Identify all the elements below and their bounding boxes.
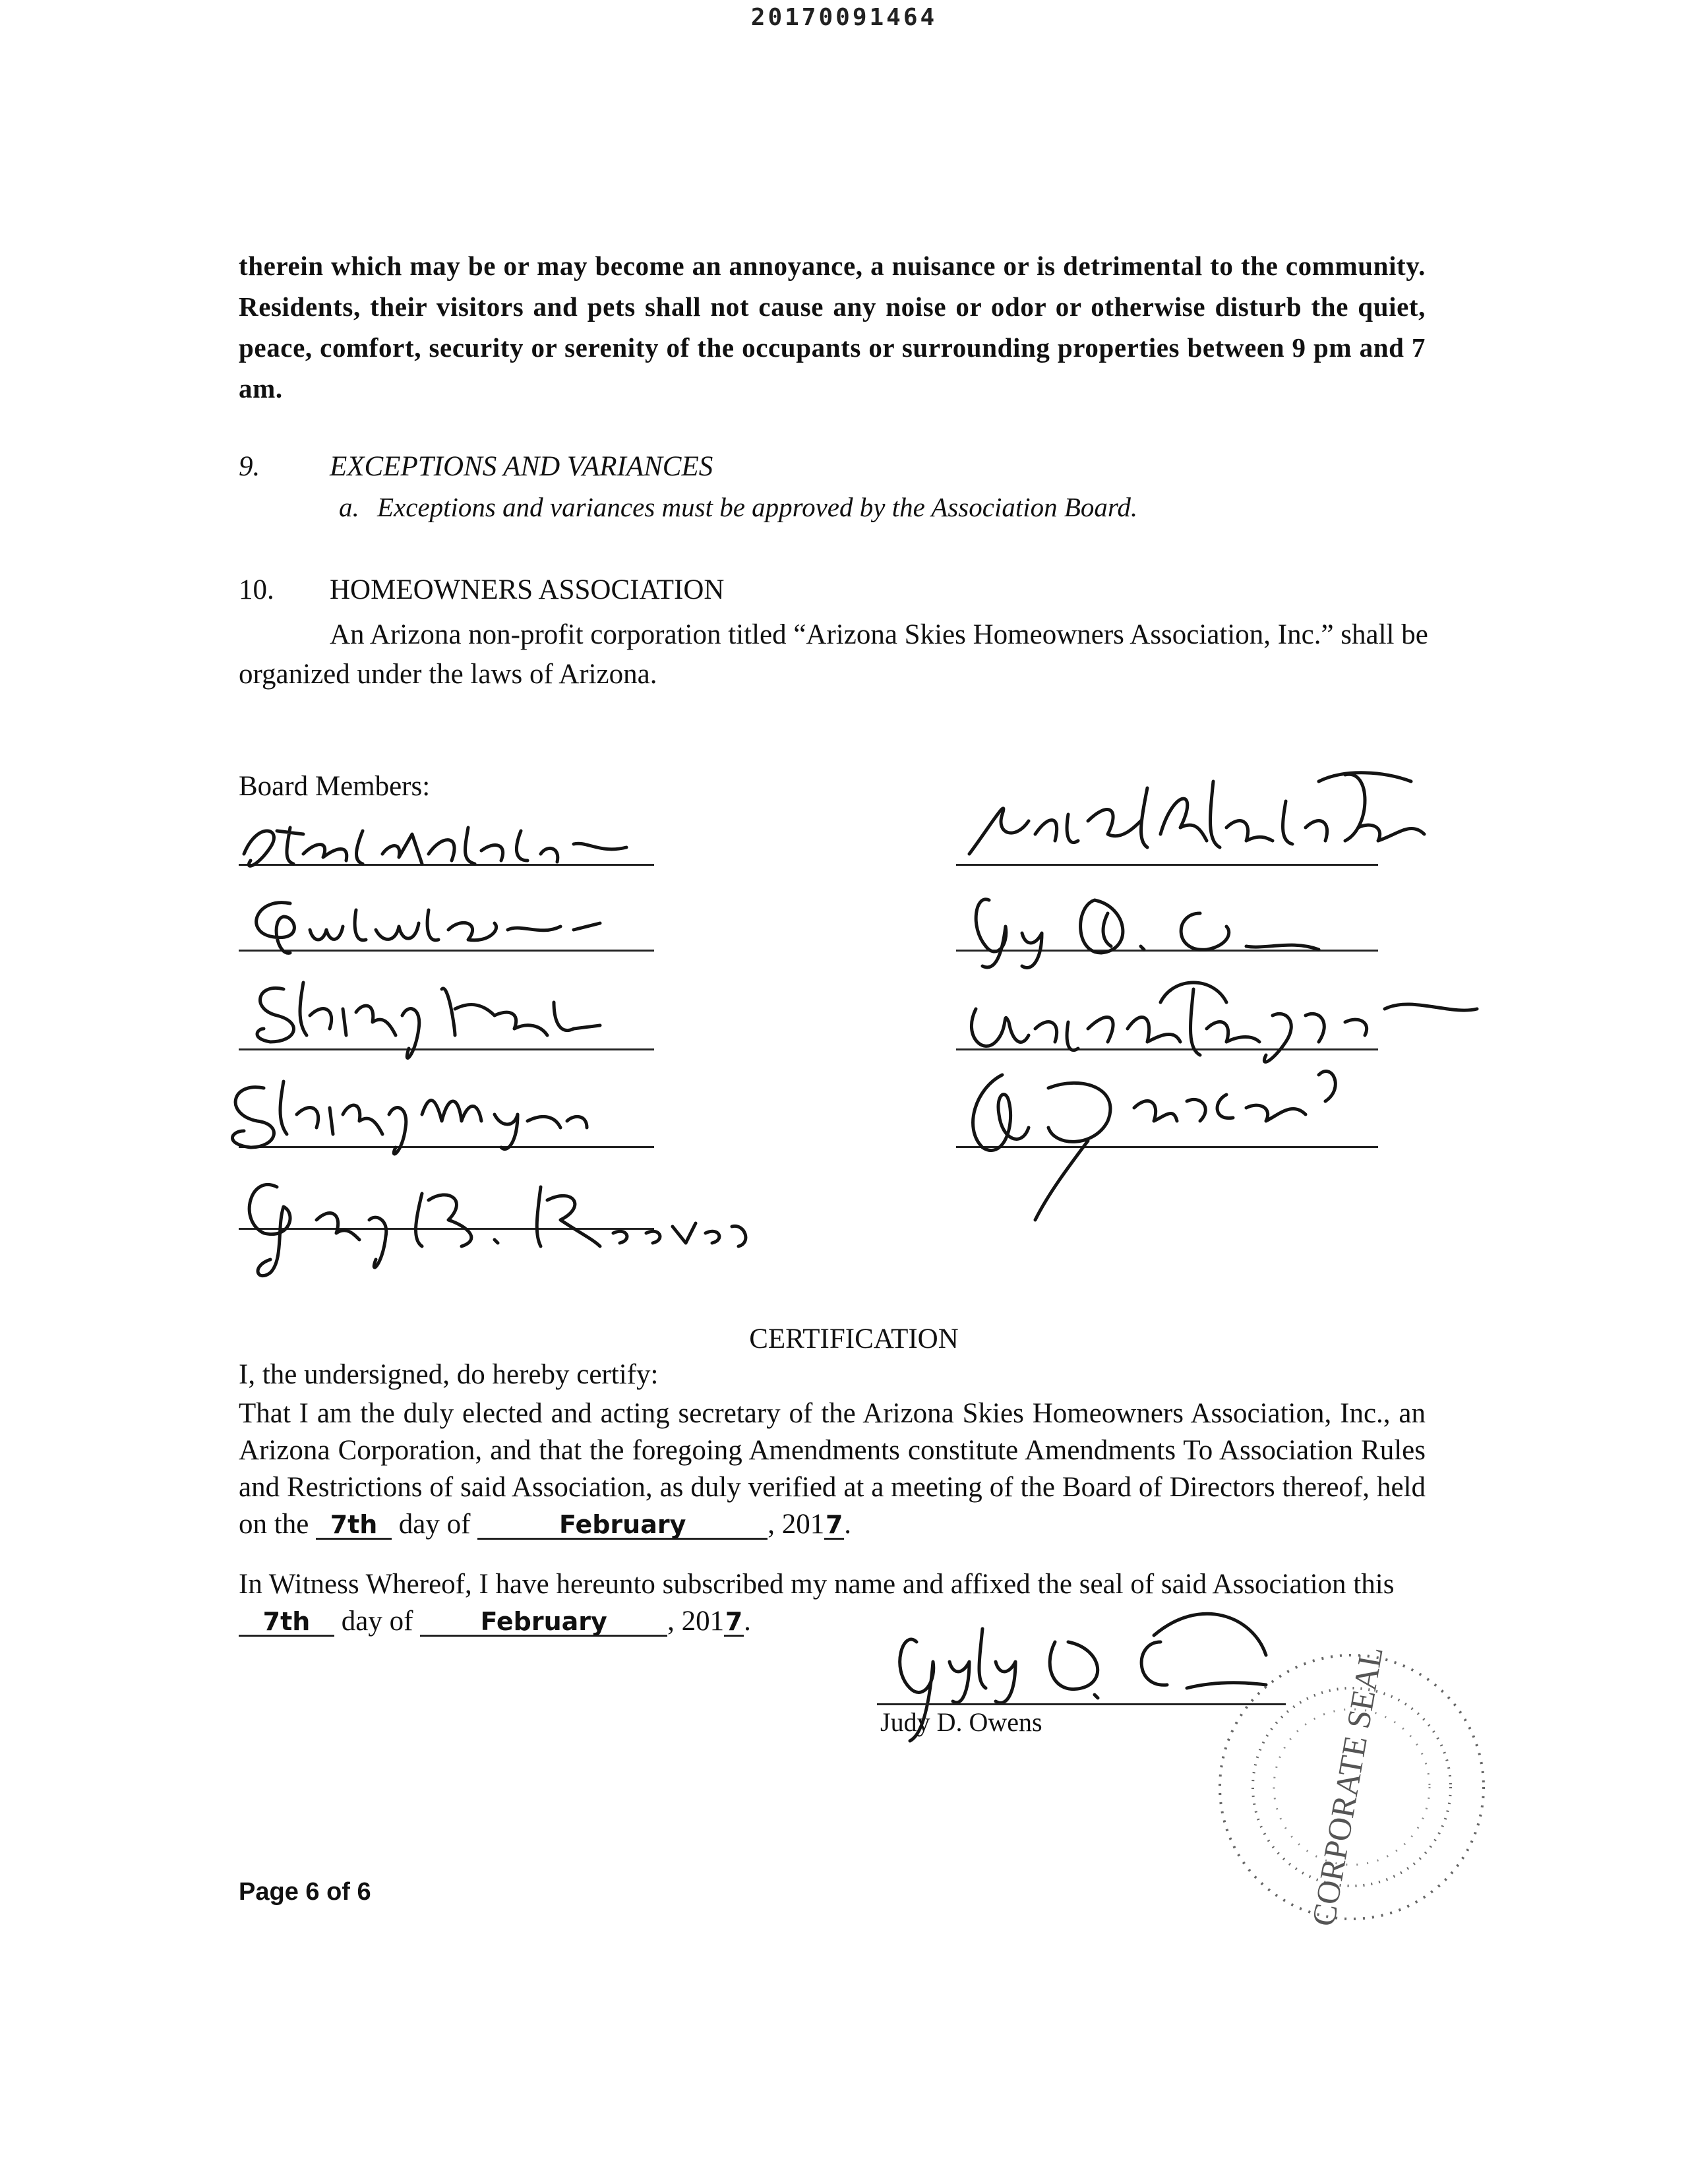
certification-body	[239, 1395, 1426, 1543]
certification-day-label: day of	[398, 1509, 471, 1540]
corporate-seal	[1213, 1635, 1503, 1952]
section-10-title: HOMEOWNERS ASSOCIATION	[330, 574, 725, 605]
section-9-title: EXCEPTIONS AND VARIANCES	[330, 451, 713, 482]
witness-day-label: day of	[341, 1606, 413, 1637]
certification-intro: I, the undersigned, do hereby certify:	[239, 1359, 659, 1390]
signature-left-5	[231, 1161, 771, 1286]
witness-year-prefix: , 201	[667, 1606, 725, 1637]
page-total: 6	[357, 1878, 371, 1906]
signature-left-2	[231, 890, 659, 963]
certification-end: .	[844, 1509, 851, 1540]
signature-right-4	[950, 1048, 1411, 1233]
witness-text: In Witness Whereof, I have hereunto subscribed my name and affixed the seal of said Association this	[239, 1569, 1395, 1600]
signature-left-4	[198, 1055, 659, 1161]
signature-right-2	[950, 887, 1411, 973]
page-footer	[239, 1878, 371, 1906]
witness-month-field: February	[420, 1608, 667, 1637]
page-number: 6	[305, 1878, 320, 1906]
certification-title: CERTIFICATION	[749, 1323, 959, 1354]
certification-day-field: 7th	[316, 1511, 392, 1540]
section-9-item-text: Exceptions and variances must be approved by the Association Board.	[377, 492, 1138, 522]
page-footer-prefix: Page	[239, 1878, 299, 1906]
signature-right-1	[950, 762, 1464, 877]
certification-text: That I am the duly elected and acting secretary of the Arizona Skies Homeowners Association, Inc., an Arizona Corporation, and that the foregoing Amendments constitute Amendments To Association Rules and Restrictions of said Association, as duly verified at a meeting of the Board of Directors thereof, held on the	[239, 1398, 1426, 1540]
section-10-body: An Arizona non-profit corporation titled “Arizona Skies Homeowners Association, Inc.” shall be organized under the laws of Arizona.	[239, 619, 1428, 690]
record-number: 20170091464	[750, 4, 938, 31]
section-9-number: 9.	[239, 451, 260, 482]
witness-day-field: 7th	[239, 1608, 334, 1637]
witness-end: .	[744, 1606, 751, 1637]
seal-text: CORPORATE SEAL	[1304, 1643, 1390, 1929]
secretary-name: Judy D. Owens	[880, 1707, 1042, 1737]
certification-year-prefix: , 201	[768, 1509, 825, 1540]
section-10-number: 10.	[239, 574, 274, 605]
board-members-label: Board Members:	[239, 771, 431, 802]
signature-left-1	[231, 808, 659, 880]
signature-left-3	[231, 963, 659, 1068]
section-9-item-letter: a.	[339, 492, 359, 522]
certification-year-field: 7	[825, 1510, 843, 1539]
top-paragraph: therein which may be or may become an annoyance, a nuisance or is detrimental to the community. Residents, their visitors and pets shall not cause any noise or odor or otherwise disturb the quiet, peace, comfort, security or serenity of the occupants or surrounding properties between 9 pm and 7 am.	[239, 251, 1426, 404]
page-footer-of: of	[326, 1878, 350, 1906]
witness-year-field: 7	[725, 1607, 743, 1636]
certification-month-field: February	[477, 1511, 768, 1540]
